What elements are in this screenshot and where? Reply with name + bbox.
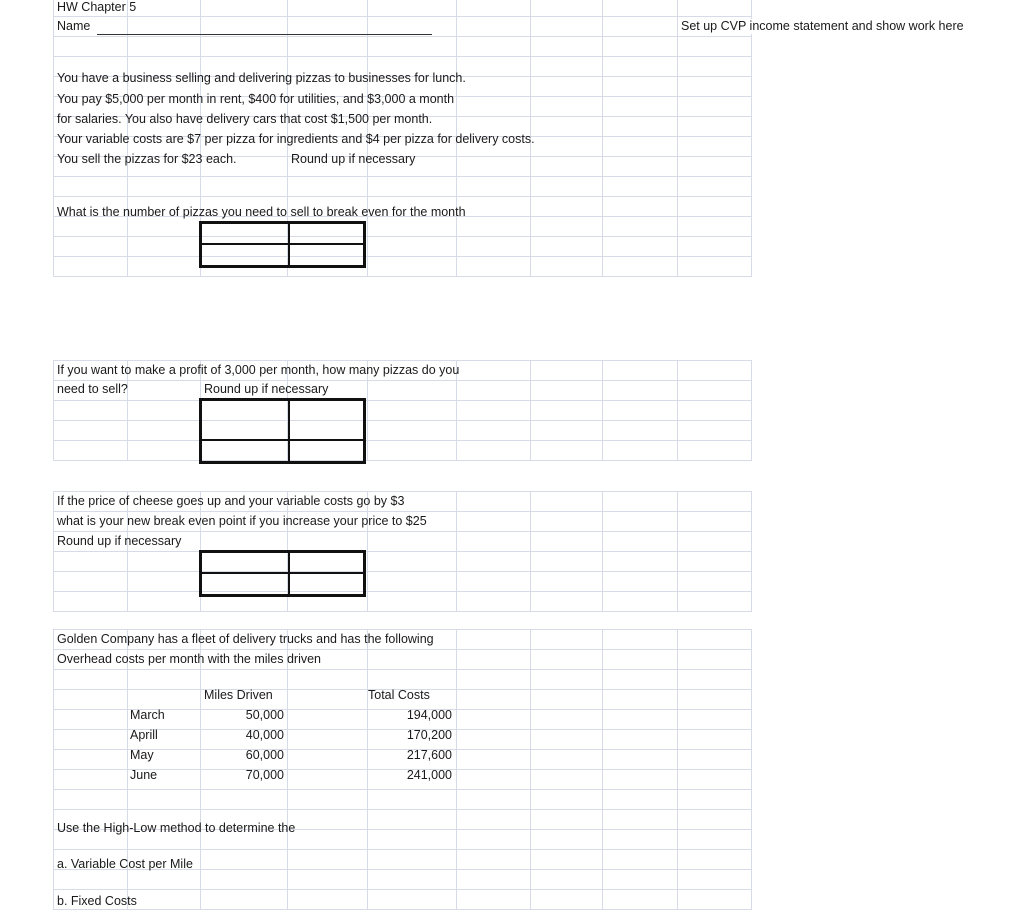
problem3-line-2: what is your new break even point if you increase your price to $25	[57, 514, 427, 528]
name-field[interactable]	[97, 34, 432, 35]
data-row-miles: 40,000	[245, 728, 284, 742]
answer-box-profit[interactable]	[199, 398, 366, 464]
column-header-costs: Total Costs	[368, 688, 430, 702]
data-row-miles: 50,000	[245, 708, 284, 722]
instruction-text: Set up CVP income statement and show work here	[681, 19, 964, 33]
worksheet-grid-cheese	[53, 491, 752, 612]
problem1-line-1: You have a business selling and delivering pizzas to businesses for lunch.	[57, 71, 466, 85]
problem2-line-1: If you want to make a profit of 3,000 per month, how many pizzas do you	[57, 363, 460, 377]
data-row-month: May	[130, 748, 154, 762]
method-instruction: Use the High-Low method to determine the	[57, 821, 296, 835]
data-row-costs: 217,600	[406, 748, 452, 762]
problem1-line-5: You sell the pizzas for $23 each.	[57, 152, 237, 166]
problem1-round-note: Round up if necessary	[291, 152, 416, 166]
data-row-miles: 70,000	[245, 768, 284, 782]
problem3-line-3: Round up if necessary	[57, 534, 182, 548]
problem4-line-1: Golden Company has a fleet of delivery trucks and has the following	[57, 632, 434, 646]
problem1-line-4: Your variable costs are $7 per pizza for ingredients and $4 per pizza for delivery costs.	[57, 132, 535, 146]
answer-box-breakeven[interactable]	[199, 221, 366, 268]
data-row-month: June	[130, 768, 158, 782]
data-row-costs: 170,200	[406, 728, 452, 742]
problem1-line-3: for salaries. You also have delivery cars that cost $1,500 per month.	[57, 112, 433, 126]
part-b-label: b. Fixed Costs	[57, 894, 137, 908]
name-label: Name	[57, 19, 91, 33]
data-row-costs: 194,000	[406, 708, 452, 722]
part-a-label: a. Variable Cost per Mile	[57, 857, 193, 871]
data-row-costs: 241,000	[406, 768, 452, 782]
problem1-line-2: You pay $5,000 per month in rent, $400 for utilities, and $3,000 a month	[57, 92, 455, 106]
problem3-line-1: If the price of cheese goes up and your variable costs go by $3	[57, 494, 405, 508]
data-row-month: March	[130, 708, 165, 722]
problem2-round-note: Round up if necessary	[204, 382, 329, 396]
problem1-question: What is the number of pizzas you need to sell to break even for the month	[57, 205, 466, 219]
answer-box-new-breakeven[interactable]	[199, 550, 366, 597]
column-header-miles: Miles Driven	[204, 688, 273, 702]
data-row-miles: 60,000	[245, 748, 284, 762]
data-row-month: Aprill	[130, 728, 158, 742]
problem4-line-2: Overhead costs per month with the miles driven	[57, 652, 322, 666]
page-title: HW Chapter 5	[57, 0, 137, 14]
problem2-line-2: need to sell?	[57, 382, 128, 396]
